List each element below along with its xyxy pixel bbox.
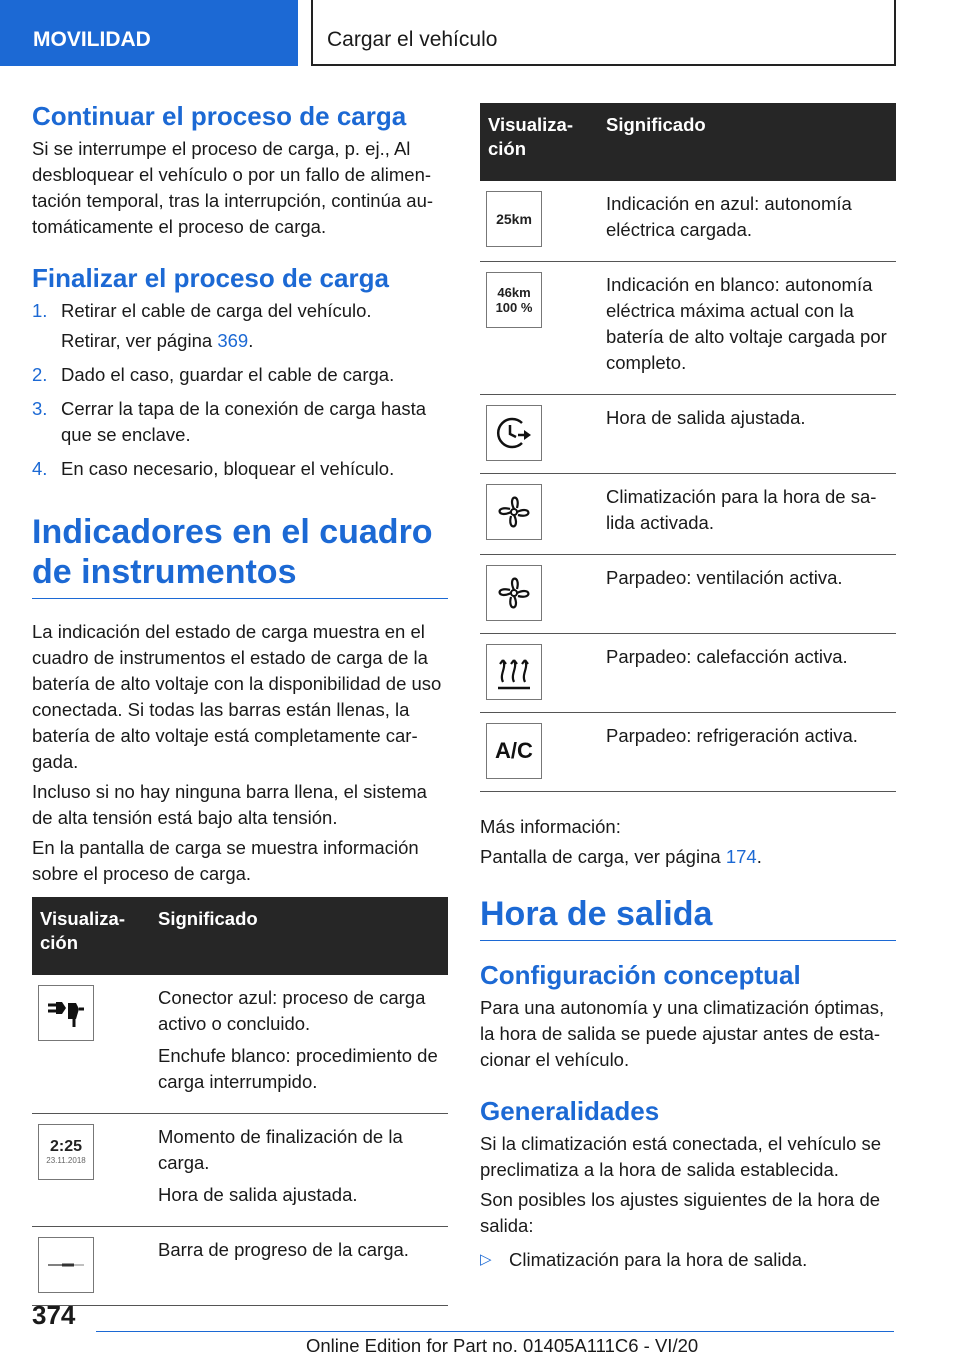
progress-bar-icon (38, 1237, 94, 1293)
paragraph: En la pantalla de carga se muestra información sobre el proceso de carga. (32, 837, 419, 884)
step-number: 1. (32, 300, 48, 321)
row-text: Enchufe blanco: procedimiento de carga interrumpido. (158, 1045, 438, 1092)
page-link-174[interactable]: 174 (725, 846, 757, 867)
heading-hora-salida: Hora de salida (480, 894, 896, 941)
col-significado: Significado (150, 897, 448, 975)
page-link-369[interactable]: 369 (217, 330, 249, 351)
display-table-1 (32, 897, 448, 1306)
steps-list (32, 298, 448, 482)
step-subtext-prefix: Retirar, ver página (61, 330, 218, 351)
heading-generalidades: Generalidades (480, 1096, 660, 1126)
page-number: 374 (32, 1300, 76, 1330)
table-row (480, 181, 896, 262)
fan-icon (486, 484, 542, 540)
text-conceptual: Para una autonomía y una climatización óptimas, la hora de salida se puede ajustar antes de esta- cionar el vehículo. (480, 997, 885, 1070)
section-tab: MOVILIDAD (0, 0, 298, 66)
fan-icon (486, 565, 542, 621)
table-header-row (480, 103, 896, 181)
icon-label: A/C (495, 738, 533, 763)
paragraph: Incluso si no hay ninguna barra llena, el sistema de alta tensión está bajo alta tensión. (32, 781, 427, 828)
row-text: Indicación en azul: autonomía eléctrica cargada. (606, 193, 852, 240)
step-item (32, 396, 448, 448)
step-item (32, 362, 448, 388)
icon-date: 23.11.2018 (46, 1156, 86, 1165)
row-text: Parpadeo: calefacción activa. (606, 646, 848, 667)
row-text: Barra de progreso de la carga. (158, 1239, 409, 1260)
triangle-bullet-icon: ▷ (480, 1251, 492, 1268)
step-item (32, 298, 448, 354)
table-row (32, 975, 448, 1114)
table-row (480, 395, 896, 474)
max-range-icon (486, 272, 542, 328)
table-row (480, 262, 896, 395)
mas-info-suffix: . (756, 846, 762, 867)
paragraph: La indicación del estado de carga muestra en el cuadro de instrumentos el estado de carga de la batería de alto voltaje con la disponibilidad de uso conectada. Si todas las barras están llenas, la batería de alto voltaje está completamente car- gada. (32, 621, 442, 772)
table-row (32, 1114, 448, 1227)
row-text: Indicación en blanco: autonomía eléctrica máxima actual con la batería de alto voltaje cargada por completo. (606, 274, 887, 373)
row-text: Conector azul: proceso de carga activo o concluido. (158, 987, 426, 1034)
table-header-row (32, 897, 448, 975)
row-text: Hora de salida ajustada. (606, 407, 806, 428)
text-continuar: Si se interrumpe el proceso de carga, p. ej., Al desbloquear el vehículo o por un fallo de alimen- tación temporal, tras la interrupción, continúa au- tomáticamente el proceso de carga. (32, 138, 434, 237)
ac-icon (486, 723, 542, 779)
page-header (0, 0, 960, 66)
table-row (480, 474, 896, 555)
left-column (32, 100, 448, 1306)
row-text: Climatización para la hora de sa- lida activada. (606, 486, 877, 533)
step-text: Cerrar la tapa de la conexión de carga hasta que se enclave. (61, 398, 427, 445)
display-table-2 (480, 103, 896, 792)
list-item (480, 1247, 896, 1273)
right-column (480, 103, 896, 1273)
mas-info-text (480, 844, 896, 870)
step-number: 3. (32, 398, 48, 419)
charge-end-time-icon (38, 1124, 94, 1180)
step-text: Dado el caso, guardar el cable de carga. (61, 364, 395, 385)
heading-indicadores: Indicadores en el cuadro de instrumentos (32, 512, 448, 599)
table-row (480, 634, 896, 713)
paragraph: Son posibles los ajustes siguientes de la hora de salida: (480, 1189, 881, 1236)
departure-time-icon (486, 405, 542, 461)
bullet-list (480, 1247, 896, 1273)
step-item (32, 456, 448, 482)
heading-conceptual: Configuración conceptual (480, 960, 801, 990)
heating-icon (486, 644, 542, 700)
col-significado: Significado (598, 103, 896, 181)
row-text: Parpadeo: ventilación activa. (606, 567, 843, 588)
step-subtext-suffix: . (248, 330, 254, 351)
col-visualizacion: Visualiza- ción (480, 103, 598, 181)
table-row (32, 1227, 448, 1306)
col-visualizacion: Visualiza- ción (32, 897, 150, 975)
icon-label: 46km (497, 285, 531, 300)
chapter-tab: Cargar el vehículo (311, 0, 896, 66)
icon-label: 25km (496, 211, 532, 227)
step-text: En caso necesario, bloquear el vehículo. (61, 458, 395, 479)
icon-label-2: 100 % (495, 300, 533, 315)
paragraph: Si la climatización está conectada, el vehículo se preclimatiza a la hora de salida establecida. (480, 1133, 882, 1180)
heading-continuar: Continuar el proceso de carga (32, 101, 407, 131)
step-subtext (61, 328, 448, 354)
mas-info-prefix: Pantalla de carga, ver página (480, 846, 726, 867)
list-item-text: Climatización para la hora de salida. (509, 1249, 808, 1270)
heading-finalizar: Finalizar el proceso de carga (32, 263, 389, 293)
range-icon (486, 191, 542, 247)
step-number: 4. (32, 458, 48, 479)
mas-info-label: Más información: (480, 816, 621, 837)
row-text: Momento de finalización de la carga. (158, 1126, 403, 1173)
edition-text: Online Edition for Part no. 01405A111C6 - VI/20 (306, 1335, 699, 1356)
step-text: Retirar el cable de carga del vehículo. (61, 300, 372, 321)
icon-time: 2:25 (49, 1138, 83, 1155)
row-text: Parpadeo: refrigeración activa. (606, 725, 858, 746)
row-text: Hora de salida ajustada. (158, 1184, 358, 1205)
table-row (480, 555, 896, 634)
step-number: 2. (32, 364, 48, 385)
table-row (480, 713, 896, 792)
footer-divider (96, 1331, 894, 1332)
charging-plug-icon (38, 985, 94, 1041)
